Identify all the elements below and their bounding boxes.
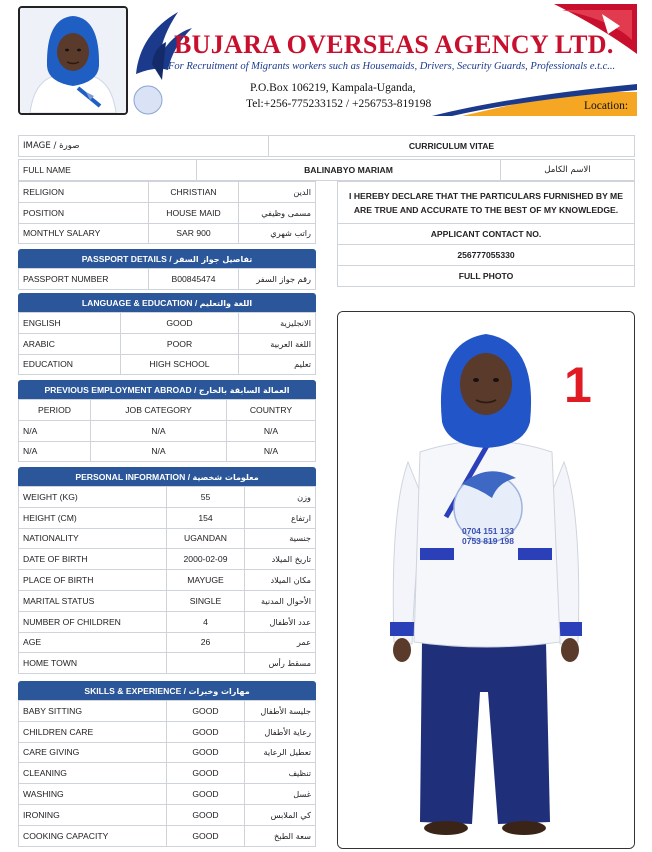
skill-label: WASHING (19, 784, 167, 805)
field-label: ARABIC (19, 333, 121, 354)
agency-name: BUJARA OVERSEAS AGENCY LTD. (174, 30, 614, 59)
table-row (19, 354, 316, 375)
field-arabic-label: الأحوال المدنية (245, 590, 316, 611)
table-row (19, 784, 316, 805)
full-name-value: BALINABYO MARIAM (197, 159, 501, 180)
skill-arabic-label: غسل (245, 784, 316, 805)
field-label: POSITION (19, 202, 149, 223)
skill-arabic-label: كي الملابس (245, 804, 316, 825)
column-header: JOB CATEGORY (91, 400, 227, 421)
skills-section-header: SKILLS & EXPERIENCE / مهارات وخبرات (18, 681, 316, 700)
passport-section (18, 249, 316, 290)
column-header: COUNTRY (227, 400, 316, 421)
skill-label: CARE GIVING (19, 742, 167, 763)
skill-arabic-label: تنظيف (245, 763, 316, 784)
field-arabic-label: تعليم (239, 354, 316, 375)
table-row (19, 333, 316, 354)
previous-employment-section (18, 380, 316, 462)
field-label: RELIGION (19, 182, 149, 203)
applicant-contact-label: APPLICANT CONTACT NO. (338, 224, 635, 245)
field-value: SINGLE (167, 590, 245, 611)
basic-info-table (18, 181, 316, 244)
applicant-full-photo (337, 311, 635, 849)
table-row (19, 701, 316, 722)
coat-badge-phone-1: 0704 151 133 (462, 526, 514, 536)
cv-title-block (18, 135, 635, 181)
table-row (19, 721, 316, 742)
image-label: IMAGE / صورة (19, 136, 269, 157)
applicant-portrait-photo (18, 6, 128, 115)
table-row (19, 269, 316, 290)
field-arabic-label: ارتفاع (245, 507, 316, 528)
skill-level: GOOD (167, 742, 245, 763)
skill-level: GOOD (167, 701, 245, 722)
field-label: EDUCATION (19, 354, 121, 375)
table-row (19, 420, 316, 441)
table-row (19, 653, 316, 674)
declaration-text: I HEREBY DECLARE THAT THE PARTICULARS FURNISHED BY ME ARE TRUE AND ACCURATE TO THE BEST OF MY KNOWLEDGE. (338, 182, 635, 224)
skill-arabic-label: رعاية الأطفال (245, 721, 316, 742)
skill-label: COOKING CAPACITY (19, 825, 167, 846)
table-row (19, 763, 316, 784)
declaration-table (337, 181, 635, 287)
field-arabic-label: جنسية (245, 528, 316, 549)
table-cell: N/A (227, 441, 316, 462)
table-cell: N/A (91, 420, 227, 441)
table-cell: N/A (19, 441, 91, 462)
field-label: ENGLISH (19, 313, 121, 334)
field-value: 55 (167, 487, 245, 508)
field-value: GOOD (121, 313, 239, 334)
field-label: MONTHLY SALARY (19, 223, 149, 244)
cv-title: CURRICULUM VITAE (269, 136, 635, 157)
table-row (19, 182, 316, 203)
agency-tagline: For Recruitment of Migrants workers such as Housemaids, Drivers, Security Guards, Professionals e.t.c... (168, 61, 616, 72)
field-value: 154 (167, 507, 245, 528)
field-value: HOUSE MAID (149, 202, 239, 223)
table-row (19, 441, 316, 462)
field-value: POOR (121, 333, 239, 354)
field-label: AGE (19, 632, 167, 653)
skill-level: GOOD (167, 825, 245, 846)
skill-label: CHILDREN CARE (19, 721, 167, 742)
field-arabic-label: راتب شهري (239, 223, 316, 244)
passport-number-arabic-label: رقم جواز السفر (239, 269, 316, 290)
skill-label: BABY SITTING (19, 701, 167, 722)
field-arabic-label: مسقط رأس (245, 653, 316, 674)
field-arabic-label: تاريخ الميلاد (245, 549, 316, 570)
table-cell: N/A (91, 441, 227, 462)
passport-number-label: PASSPORT NUMBER (19, 269, 149, 290)
field-arabic-label: مسمى وظيفي (239, 202, 316, 223)
field-value: MAYUGE (167, 570, 245, 591)
table-row (19, 742, 316, 763)
field-arabic-label: الدين (239, 182, 316, 203)
field-label: DATE OF BIRTH (19, 549, 167, 570)
agency-telephone: Tel:+256-775233152 / +256753-819198 (246, 98, 432, 110)
personal-information-section (18, 467, 316, 674)
field-value: HIGH SCHOOL (121, 354, 239, 375)
skills-experience-section (18, 681, 316, 847)
skill-level: GOOD (167, 763, 245, 784)
skill-label: IRONING (19, 804, 167, 825)
full-name-arabic-label: الاسم الكامل (501, 159, 635, 180)
table-header-row (19, 400, 316, 421)
table-row (19, 632, 316, 653)
field-value: 2000-02-09 (167, 549, 245, 570)
field-arabic-label: الانجليزية (239, 313, 316, 334)
table-row (19, 590, 316, 611)
coat-badge-phone-2: 0753 819 198 (462, 536, 514, 546)
column-header: PERIOD (19, 400, 91, 421)
table-row (19, 528, 316, 549)
skill-arabic-label: سعة الطبخ (245, 825, 316, 846)
table-row (19, 487, 316, 508)
employment-section-header: PREVIOUS EMPLOYMENT ABROAD / العمالة السابقة بالخارج (18, 380, 316, 399)
skill-arabic-label: جليسة الأطفال (245, 701, 316, 722)
language-education-section (18, 293, 316, 375)
applicant-contact-value: 256777055330 (338, 245, 635, 266)
skill-level: GOOD (167, 784, 245, 805)
full-name-label: FULL NAME (19, 159, 197, 180)
table-row (19, 549, 316, 570)
passport-number-value: B00845474 (149, 269, 239, 290)
field-label: WEIGHT (KG) (19, 487, 167, 508)
field-label: NUMBER OF CHILDREN (19, 611, 167, 632)
field-value: 4 (167, 611, 245, 632)
field-label: HOME TOWN (19, 653, 167, 674)
skill-label: CLEANING (19, 763, 167, 784)
field-label: NATIONALITY (19, 528, 167, 549)
skill-level: GOOD (167, 804, 245, 825)
table-row (19, 804, 316, 825)
agency-letterhead (132, 4, 637, 116)
table-row (19, 570, 316, 591)
table-row (19, 313, 316, 334)
table-row (19, 507, 316, 528)
field-value (167, 653, 245, 674)
field-arabic-label: عدد الأطفال (245, 611, 316, 632)
table-cell: N/A (227, 420, 316, 441)
table-row (19, 202, 316, 223)
field-value: CHRISTIAN (149, 182, 239, 203)
photo-number-label: 1 (564, 357, 592, 413)
field-label: PLACE OF BIRTH (19, 570, 167, 591)
table-row (19, 223, 316, 244)
passport-section-header: PASSPORT DETAILS / تفاصيل جواز السفر (18, 249, 316, 268)
table-row (19, 611, 316, 632)
table-row (19, 825, 316, 846)
field-arabic-label: مكان الميلاد (245, 570, 316, 591)
table-cell: N/A (19, 420, 91, 441)
skill-arabic-label: تعطيل الرعاية (245, 742, 316, 763)
field-value: 26 (167, 632, 245, 653)
personal-section-header: PERSONAL INFORMATION / معلومات شخصية (18, 467, 316, 486)
skill-level: GOOD (167, 721, 245, 742)
full-photo-label: FULL PHOTO (338, 266, 635, 287)
language-section-header: LANGUAGE & EDUCATION / اللغة والتعليم (18, 293, 316, 312)
field-label: MARITAL STATUS (19, 590, 167, 611)
field-arabic-label: عمر (245, 632, 316, 653)
field-arabic-label: وزن (245, 487, 316, 508)
agency-po-box: P.O.Box 106219, Kampala-Uganda, (250, 82, 416, 94)
field-arabic-label: اللغة العربية (239, 333, 316, 354)
field-value: UGANDAN (167, 528, 245, 549)
field-label: HEIGHT (CM) (19, 507, 167, 528)
field-value: SAR 900 (149, 223, 239, 244)
agency-location-label: Location: (584, 100, 629, 112)
